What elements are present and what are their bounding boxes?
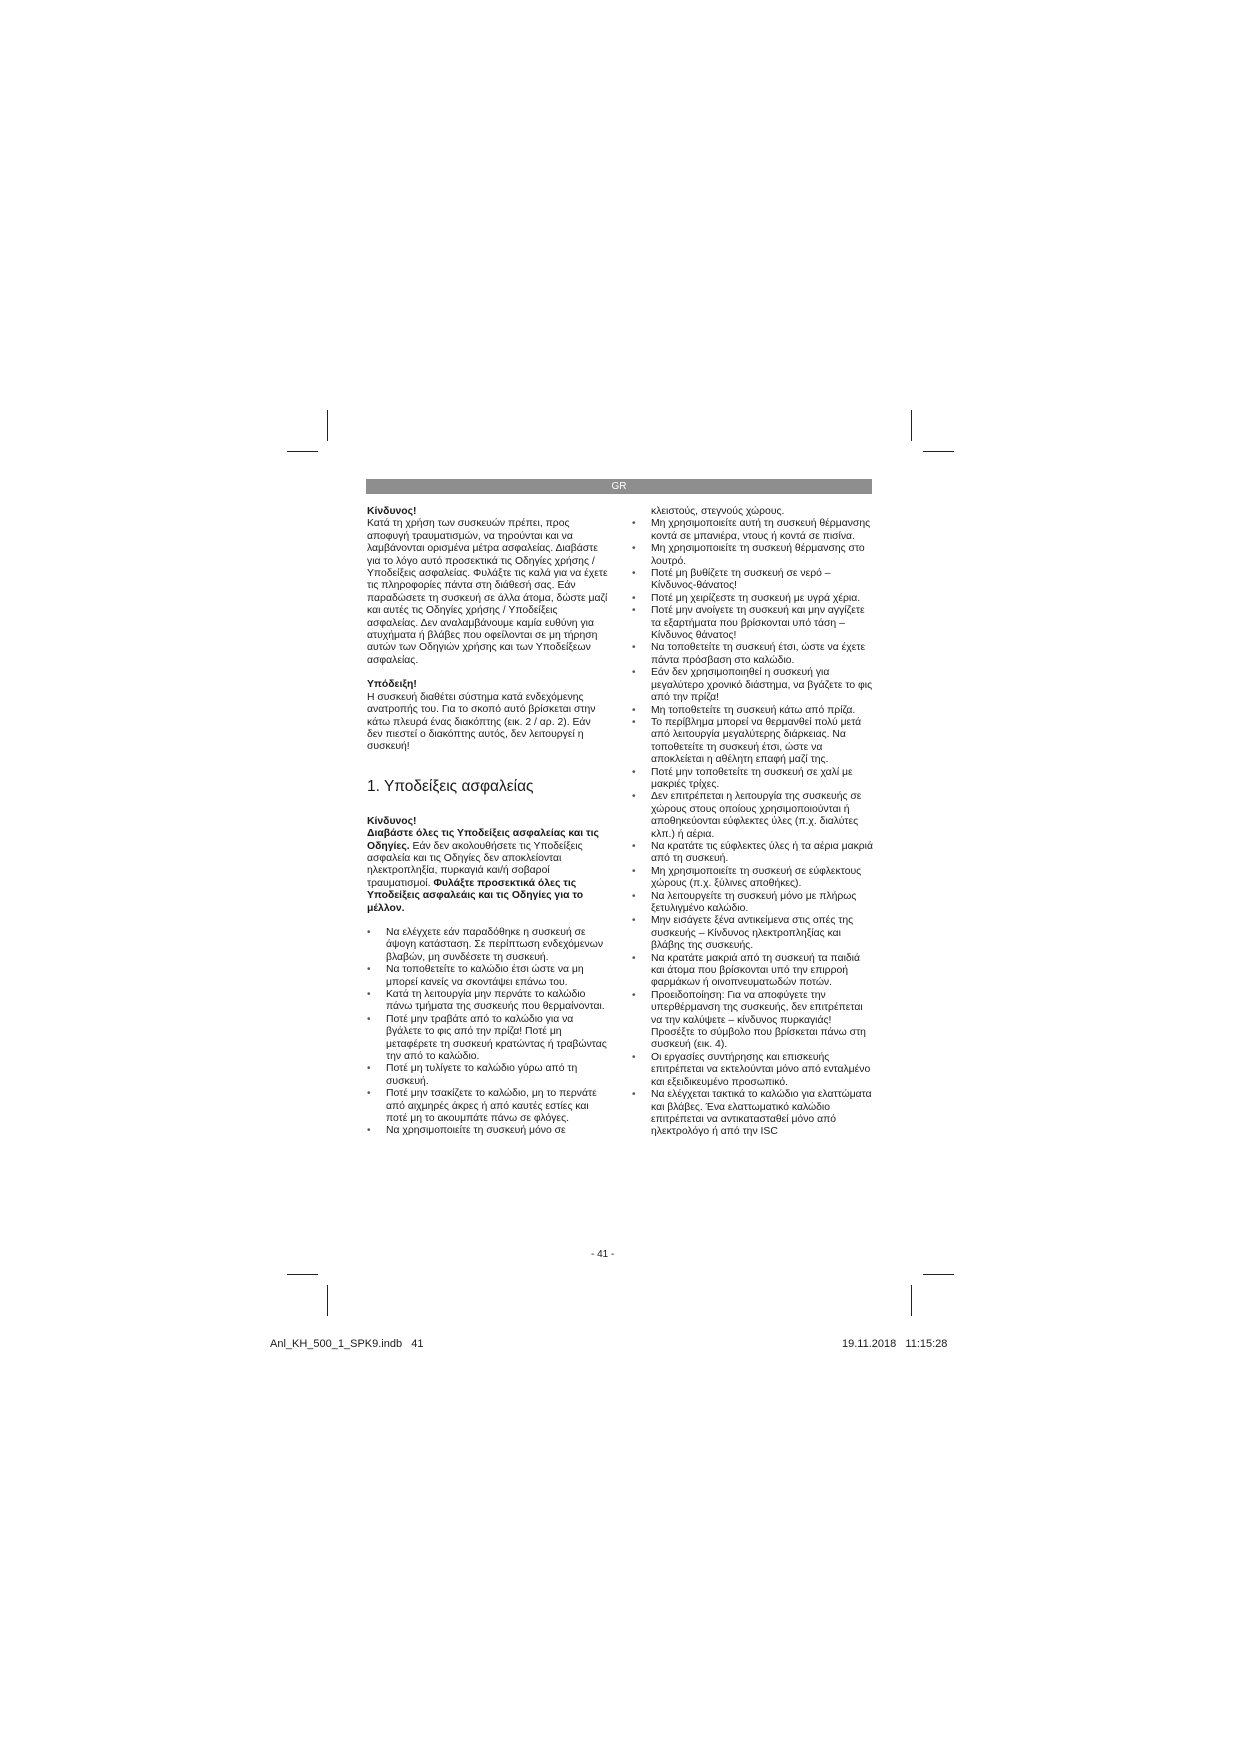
list-item: • Μη τοποθετείτε τη συσκευή κάτω από πρίζα. [632,705,874,717]
list-item: • Μη χρησιμοποιείτε τη συσκευή θέρμανσης στο λουτρό. [632,543,874,568]
footer-filename: Anl_KH_500_1_SPK9.indb 41 [270,1338,424,1350]
right-column [632,506,874,1139]
danger-bold-2: Φυλάξτε προσεκτικά όλες τις Υποδείξεις ασφαλεάις και τις Οδηγίες για το μέλλον. [367,877,584,914]
crop-mark [923,451,954,452]
left-column [367,506,609,1138]
safety-list-left [367,927,609,1138]
list-item: • Να ελέγχεται τακτικά το καλώδιο για ελαττώματα και βλάβες. Ένα ελαττωματικό καλώδιο επιτρέπεται να αντικατασταθεί μόνο από ηλεκτρολόγο ή από την ISC [632,1089,874,1139]
list-item: • Να τοποθετείτε το καλώδιο έτσι ώστε να μη μπορεί κανείς να σκοντάψει επάνω του. [367,964,609,989]
list-item: • Προειδοποίηση: Για να αποφύγετε την υπερθέρμανση της συσκευής, δεν επιτρέπεται να την καλύψετε – κίνδυνος πυρκαγιάς! Προσέξτε το σύμβολο που βρίσκεται πάνω στη συσκευή (εικ. 4). [632,990,874,1052]
list-item: • Ποτέ μη χειρίζεστε τη συσκευή με υγρά χέρια. [632,593,874,605]
list-item: • Ποτέ μην τσακίζετε το καλώδιο, μη το περνάτε από αιχμηρές άκρες ή από καυτές εστίες και ποτέ μη το ακουμπάτε πάνω σε φλόγες. [367,1088,609,1125]
list-item: • Ποτέ μην τοποθετείτε τη συσκευή σε χαλί με μακριές τρίχες. [632,767,874,792]
list-item: • Εάν δεν χρησιμοποιηθεί η συσκευή για μεγαλύτερο χρονικό διάστημα, να βγάζετε το φις από την πρίζα! [632,667,874,704]
list-item: • Δεν επιτρέπεται η λειτουργία της συσκευής σε χώρους στους οποίους χρησιμοποιούνται ή αποθηκεύονται εύφλεκτες ύλες (π.χ. διαλύτες κλπ.) ή αέρια. [632,791,874,841]
note-heading: Υπόδειξη! [367,679,417,691]
list-item: • Να ελέγχετε εάν παραδόθηκε η συσκευή σε άψογη κατάσταση. Σε περίπτωση ενδεχόμενων βλαβών, μη συνδέσετε τη συσκευή. [367,927,609,964]
section-title: 1. Υποδείξεις ασφαλείας [367,777,534,795]
list-item: • Να κρατάτε μακριά από τη συσκευή τα παιδιά και άτομα που βρίσκονται υπό την επιρροή φαρμάκων ή οινοπνευματωδών ποτών. [632,953,874,990]
list-item: • Ποτέ μη βυθίζετε τη συσκευή σε νερό – Κίνδυνος-θάνατος! [632,568,874,593]
danger-bold-1: Διαβάστε όλες τις Υποδείξεις ασφαλείας και τις Οδηγίες. [367,828,599,852]
list-item: • Κατά τη λειτουργία μην περνάτε το καλώδιο πάνω τμήματα της συσκευής που θερμαίνονται. [367,989,609,1014]
list-item: • Να κρατάτε τις εύφλεκτες ύλες ή τα αέρια μακριά από τη συσκευή. [632,841,874,866]
list-item: • Να λειτουργείτε τη συσκευή μόνο με πλήρως ξετυλιγμένο καλώδιο. [632,891,874,916]
danger-paragraph [367,828,609,915]
list-item: • Να τοποθετείτε τη συσκευή έτσι, ώστε να έχετε πάντα πρόσβαση στο καλώδιο. [632,642,874,667]
list-item: • Το περίβλημα μπορεί να θερμανθεί πολύ μετά από λειτουργία μεγαλύτερης διάρκειας. Να τοποθετείτε τη συσκευή έτσι, ώστε να αποκλείεται η αθέλητη επαφή μαζί της. [632,717,874,767]
list-continuation: κλειστούς, στεγνούς χώρους. [651,506,785,517]
crop-mark [287,451,318,452]
list-item: • Μην εισάγετε ξένα αντικείμενα στις οπές της συσκευής – Κίνδυνος ηλεκτροπληξίας και βλάβης της συσκευής. [632,915,874,952]
danger-heading: Κίνδυνος! [367,506,417,517]
list-item: • Να χρησιμοποιείτε τη συσκευή μόνο σε [367,1125,609,1137]
crop-mark [327,1285,328,1316]
list-item: • Οι εργασίες συντήρησης και επισκευής επιτρέπεται να εκτελούνται μόνο από ενταλμένο και εξειδικευμένο προσωπικό. [632,1052,874,1089]
crop-mark [911,410,912,441]
footer-timestamp: 19.11.2018 11:15:28 [842,1338,948,1350]
list-item: • Μη χρησιμοποιείτε αυτή τη συσκευή θέρμανσης κοντά σε μπανιέρα, ντους ή κοντά σε πισίνα. [632,518,874,543]
danger-text: Εάν δεν ακολουθήσετε τις Υποδείξεις ασφαλεία και τις Οδηγίες δεν αποκλείονται ηλεκτροπληξία, πυρκαγιά και/ή σοβαροί τραυματισμοί. [367,840,583,889]
list-item: • Ποτέ μη τυλίγετε το καλώδιο γύρω από τη συσκευή. [367,1063,609,1088]
language-header-bar [366,479,872,494]
intro-paragraph: Κατά τη χρήση των συσκευών πρέπει, προς αποφυγή τραυματισμών, να τηρούνται και να λαμβάνονται ορισμένα μέτρα ασφαλείας. Διαβάστε για το λόγο αυτό προσεκτικά τις Οδηγίες χρήσης / Υποδείξεις ασφαλείας. Φυλάξτε τις καλά για να έχετε τις πληροφορίες πάντα στη διάθεσή σας. Εάν παραδώσετε τη συσκευή σε άλλα άτομα, δώστε μαζί και αυτές τις Οδηγίες χρήσης / Υποδείξεις ασφαλείας. Δεν αναλαμβάνουμε καμία ευθύνη για ατυχήματα ή βλάβες που οφείλονται σε μη τήρηση αυτών των Οδηγιών χρήσης και των Υποδείξεων ασφαλείας. [367,518,608,666]
page-number: - 41 - [591,1249,615,1260]
list-item: • Ποτέ μην ανοίγετε τη συσκευή και μην αγγίζετε τα εξαρτήματα που βρίσκονται υπό τάση – Κίνδυνος θάνατος! [632,605,874,642]
crop-mark [923,1274,954,1275]
safety-list-right [632,518,874,1138]
list-item: • Μη χρησιμοποιείτε τη συσκευή σε εύφλεκτους χώρους (π.χ. ξύλινες αποθήκες). [632,866,874,891]
language-code: GR [611,481,627,492]
crop-mark [911,1285,912,1316]
crop-mark [287,1274,318,1275]
danger-heading-2: Κίνδυνος! [367,815,417,827]
note-paragraph: Η συσκευή διαθέτει σύστημα κατά ενδεχόμενης ανατροπής του. Για το σκοπό αυτό βρίσκεται στην κάτω πλευρά ένας διακόπτης (εικ. 2 / αρ. 2). Εάν δεν πιεστεί ο διακόπτης αυτός, δεν λειτουργεί η συσκευή! [367,691,596,753]
crop-mark [327,410,328,441]
list-item: • Ποτέ μην τραβάτε από το καλώδιο για να βγάλετε το φις από την πρίζα! Ποτέ μη μεταφέρετε τη συσκευή κρατώντας ή τραβώντας την από το καλώδιο. [367,1014,609,1064]
